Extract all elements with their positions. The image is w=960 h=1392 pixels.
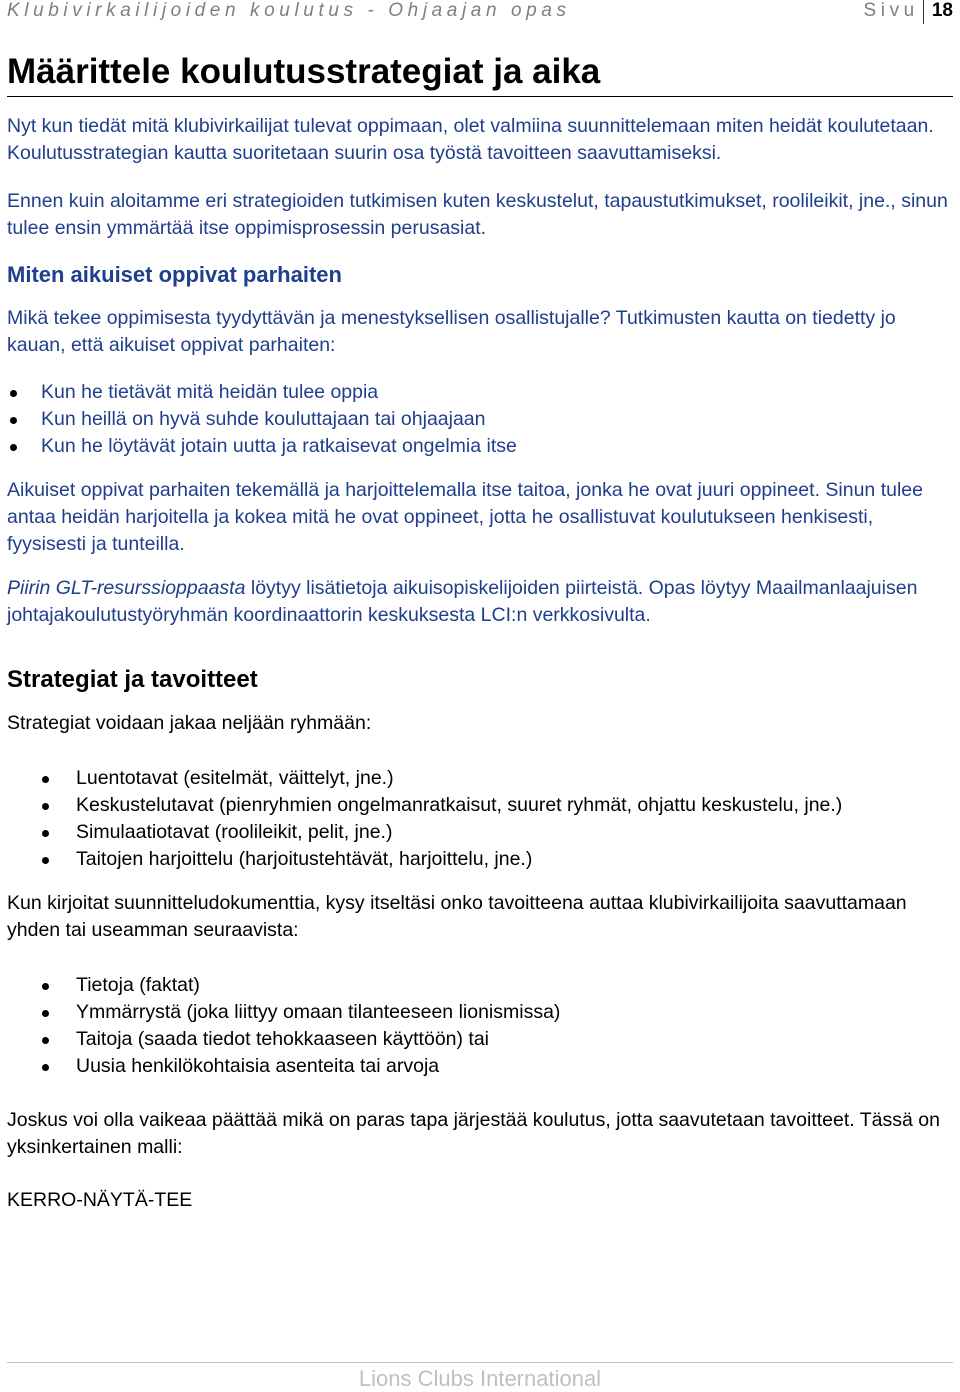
strategies-paragraph-3: Joskus voi olla vaikeaa päättää mikä on paras tapa järjestää koulutus, jotta saavutetaan tavoitteet. Tässä on yksinkertainen malli: (7, 1109, 940, 1158)
model-name: KERRO-NÄYTÄ-TEE (7, 1189, 193, 1211)
strategies-bullet-list (7, 765, 953, 873)
adults-bullet-list (7, 379, 953, 460)
page-number: 18 (931, 0, 953, 21)
list-item: Kun he löytävät jotain uutta ja ratkaisevat ongelmia itse (7, 433, 953, 460)
list-item: Luentotavat (esitelmät, väittelyt, jne.) (7, 765, 953, 792)
strategies-paragraph-2: Kun kirjoitat suunnitteludokumenttia, kysy itseltäsi onko tavoitteena auttaa klubivirkailijoita saavuttamaan yhden tai useamman seuraavista: (7, 892, 907, 941)
list-item: Kun he tietävät mitä heidän tulee oppia (7, 379, 953, 406)
list-item: Kun heillä on hyvä suhde kouluttajaan tai ohjaajaan (7, 406, 953, 433)
adults-paragraph-3-rest: löytyy lisätietoja aikuisopiskelijoiden piirteistä. Opas löytyy Maailmanlaajuisen johtajakoulutustyöryhmän koordinaattorin keskuksesta LCI:n verkkosivulta. (7, 577, 918, 626)
page-content (7, 113, 953, 1214)
page-title: Määrittele koulutusstrategiat ja aika (7, 48, 953, 97)
list-item: Keskustelutavat (pienryhmien ongelmanratkaisut, suuret ryhmät, ohjattu keskustelu, jne.) (7, 792, 953, 819)
adults-paragraph-2: Aikuiset oppivat parhaiten tekemällä ja harjoittelemalla itse taitoa, jonka he ovat juuri oppineet. Sinun tulee antaa heidän harjoitella ja kokea mitä he ovat oppineet, jotta he osallistuvat koulutukseen henkisesti, fyysisesti ja tunteilla. (7, 479, 923, 555)
list-item: Ymmärrystä (joka liittyy omaan tilanteeseen lionismissa) (7, 999, 953, 1026)
strategies-heading: Strategiat ja tavoitteet (7, 666, 258, 693)
page-footer: Lions Clubs International (358, 1366, 602, 1391)
list-item: Tietoja (faktat) (7, 972, 953, 999)
adults-heading: Miten aikuiset oppivat parhaiten (7, 262, 342, 287)
header-divider (923, 0, 924, 24)
page-header (7, 0, 953, 24)
intro-paragraph-1: Nyt kun tiedät mitä klubivirkailijat tulevat oppimaan, olet valmiina suunnittelemaan miten heidät koulutetaan. Koulutusstrategian kautta suoritetaan suurin osa työstä tavoitteen saavuttamiseksi. (7, 115, 934, 164)
page-label: Sivu (863, 0, 919, 21)
list-item: Taitojen harjoittelu (harjoitustehtävät, harjoittelu, jne.) (7, 846, 953, 873)
list-item: Taitoja (saada tiedot tehokkaaseen käyttöön) tai (7, 1026, 953, 1053)
guide-title: Piirin GLT-resurssioppaasta (7, 577, 246, 599)
adults-paragraph-3 (7, 575, 953, 629)
goals-bullet-list (7, 972, 953, 1080)
list-item: Uusia henkilökohtaisia asenteita tai arvoja (7, 1053, 953, 1080)
intro-paragraph-2: Ennen kuin aloitamme eri strategioiden tutkimisen kuten keskustelut, tapaustutkimukset, roolileikit, jne., sinun tulee ensin ymmärtää itse oppimisprosessin perusasiat. (7, 190, 948, 239)
document-title: Klubivirkailijoiden koulutus - Ohjaajan opas (7, 0, 571, 21)
strategies-paragraph-1: Strategiat voidaan jakaa neljään ryhmään: (7, 712, 372, 734)
adults-paragraph-1: Mikä tekee oppimisesta tyydyttävän ja menestyksellisen osallistujalle? Tutkimusten kautta on tiedetty jo kauan, että aikuiset oppivat parhaiten: (7, 307, 896, 356)
page-indicator (863, 0, 953, 24)
list-item: Simulaatiotavat (roolileikit, pelit, jne.) (7, 819, 953, 846)
footer-divider (7, 1362, 953, 1363)
